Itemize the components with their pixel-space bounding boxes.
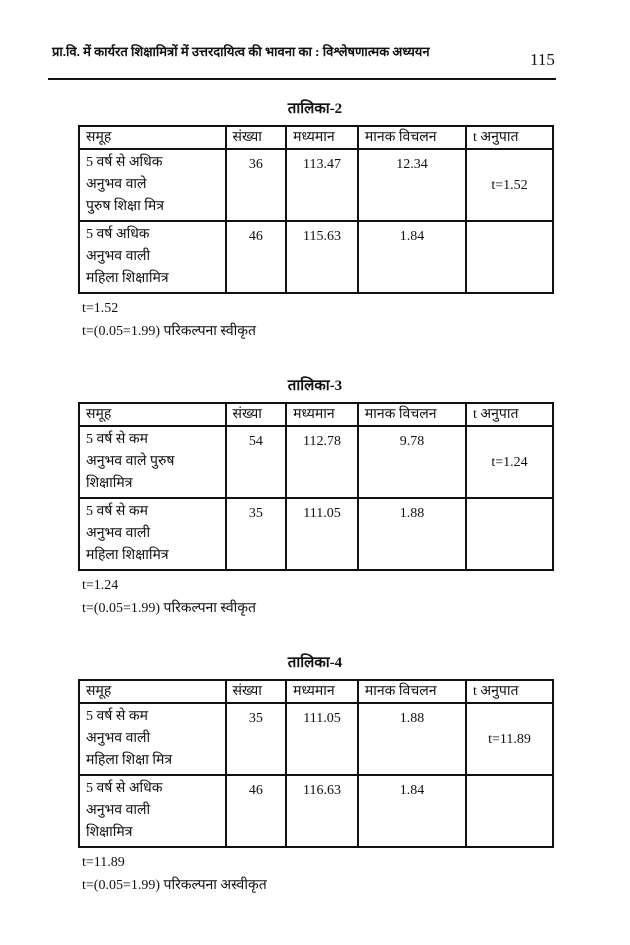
- group-line: अनुभव वाले: [86, 177, 147, 192]
- mean-cell: 111.05: [286, 498, 358, 570]
- group-line: अनुभव वाली: [86, 803, 151, 818]
- mean-cell: 113.47: [286, 149, 358, 221]
- group-line: 5 वर्ष से अधिक: [86, 155, 163, 170]
- table-row: [79, 498, 553, 570]
- data-table: [78, 125, 554, 294]
- group-line: 5 वर्ष से कम: [86, 504, 148, 519]
- group-cell: [79, 703, 226, 775]
- group-line: पुरुष शिक्षा मित्र: [86, 199, 164, 214]
- group-cell: [79, 775, 226, 847]
- group-line: महिला शिक्षामित्र: [86, 548, 169, 563]
- sd-cell: 12.34: [358, 149, 466, 221]
- column-header: संख्या: [226, 403, 287, 426]
- group-line: 5 वर्ष से कम: [86, 432, 148, 447]
- table-note: t=1.52: [82, 301, 119, 316]
- column-header: संख्या: [226, 126, 287, 149]
- table-note: t=(0.05=1.99) परिकल्पना अस्वीकृत: [82, 878, 267, 893]
- table-row: [79, 775, 553, 847]
- column-header: मानक विचलन: [358, 126, 466, 149]
- group-line: शिक्षामित्र: [86, 825, 133, 840]
- table-note: t=11.89: [82, 855, 125, 870]
- sd-cell: 1.88: [358, 498, 466, 570]
- table-header-row: [79, 403, 553, 426]
- table-title: तालिका-2: [287, 101, 343, 117]
- group-cell: [79, 221, 226, 293]
- data-table: [78, 679, 554, 848]
- t-ratio-cell: t=11.89: [466, 703, 553, 775]
- page-number: 115: [530, 50, 555, 69]
- sd-cell: 9.78: [358, 426, 466, 498]
- column-header: t अनुपात: [466, 403, 553, 426]
- count-cell: 46: [226, 775, 287, 847]
- table-row: [79, 426, 553, 498]
- column-header: समूह: [79, 403, 226, 426]
- count-cell: 54: [226, 426, 287, 498]
- mean-cell: 115.63: [286, 221, 358, 293]
- column-header: संख्या: [226, 680, 287, 703]
- group-line: 5 वर्ष से अधिक: [86, 781, 163, 796]
- count-cell: 46: [226, 221, 287, 293]
- header-rule: [48, 78, 556, 80]
- group-line: अनुभव वाली: [86, 249, 151, 264]
- group-line: महिला शिक्षामित्र: [86, 271, 169, 286]
- sd-cell: 1.84: [358, 775, 466, 847]
- group-line: महिला शिक्षा मित्र: [86, 753, 173, 768]
- mean-cell: 111.05: [286, 703, 358, 775]
- column-header: समूह: [79, 126, 226, 149]
- group-cell: [79, 426, 226, 498]
- table-row: [79, 221, 553, 293]
- t-ratio-cell: t=1.24: [466, 426, 553, 498]
- mean-cell: 116.63: [286, 775, 358, 847]
- group-line: 5 वर्ष से कम: [86, 709, 148, 724]
- group-line: 5 वर्ष अधिक: [86, 227, 150, 242]
- running-title: प्रा.वि. में कार्यरत शिक्षामित्रों में उत्तरदायित्व की भावना का : विश्लेषणात्मक अध्ययन: [52, 44, 430, 59]
- count-cell: 36: [226, 149, 287, 221]
- data-table: [78, 402, 554, 571]
- column-header: समूह: [79, 680, 226, 703]
- t-ratio-cell: [466, 775, 553, 847]
- count-cell: 35: [226, 498, 287, 570]
- mean-cell: 112.78: [286, 426, 358, 498]
- column-header: मध्यमान: [286, 126, 358, 149]
- group-line: शिक्षामित्र: [86, 476, 133, 491]
- column-header: t अनुपात: [466, 126, 553, 149]
- count-cell: 35: [226, 703, 287, 775]
- column-header: मानक विचलन: [358, 680, 466, 703]
- group-line: अनुभव वाली: [86, 731, 151, 746]
- t-ratio-cell: t=1.52: [466, 149, 553, 221]
- column-header: t अनुपात: [466, 680, 553, 703]
- table-title: तालिका-4: [287, 655, 343, 671]
- column-header: मानक विचलन: [358, 403, 466, 426]
- table-header-row: [79, 680, 553, 703]
- sd-cell: 1.88: [358, 703, 466, 775]
- group-line: अनुभव वाली: [86, 526, 151, 541]
- group-cell: [79, 149, 226, 221]
- table-row: [79, 149, 553, 221]
- table-note: t=1.24: [82, 578, 119, 593]
- table-row: [79, 703, 553, 775]
- table-title: तालिका-3: [287, 378, 343, 394]
- t-ratio-cell: [466, 221, 553, 293]
- table-header-row: [79, 126, 553, 149]
- group-cell: [79, 498, 226, 570]
- column-header: मध्यमान: [286, 403, 358, 426]
- sd-cell: 1.84: [358, 221, 466, 293]
- group-line: अनुभव वाले पुरुष: [86, 454, 175, 469]
- table-note: t=(0.05=1.99) परिकल्पना स्वीकृत: [82, 601, 257, 616]
- table-note: t=(0.05=1.99) परिकल्पना स्वीकृत: [82, 324, 257, 339]
- column-header: मध्यमान: [286, 680, 358, 703]
- t-ratio-cell: [466, 498, 553, 570]
